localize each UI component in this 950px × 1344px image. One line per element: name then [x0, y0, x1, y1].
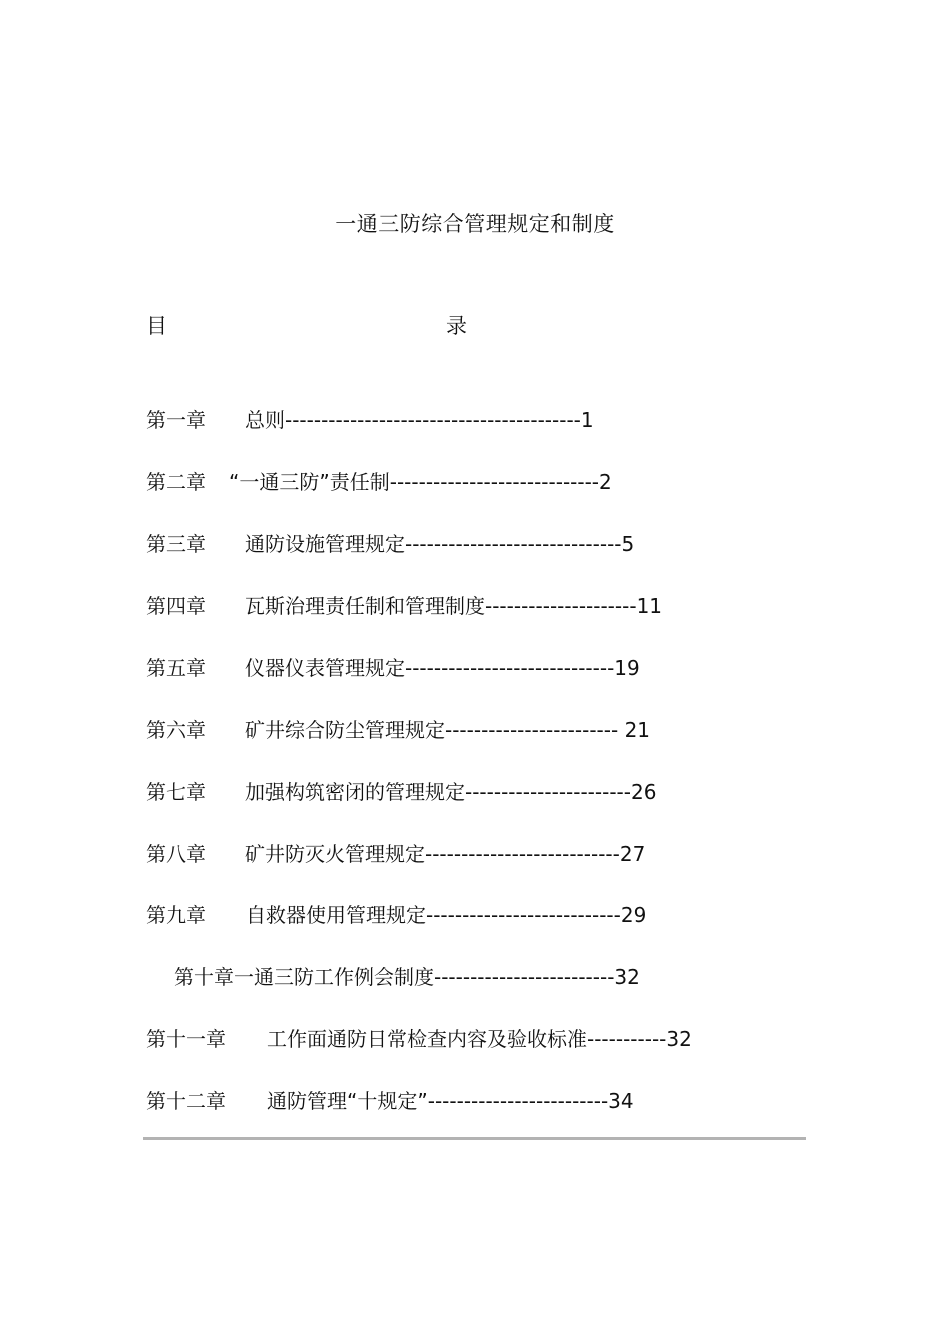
toc-leader: ------------------------ — [445, 718, 625, 742]
toc-title: 矿井防灭火管理规定 — [245, 842, 425, 866]
toc-entry-5[interactable] — [146, 653, 640, 683]
toc-entry-12[interactable] — [146, 1086, 634, 1116]
toc-page-number: 32 — [666, 1027, 692, 1051]
toc-chapter-label: 第十章 — [174, 965, 234, 989]
toc-page-number: 32 — [614, 965, 640, 989]
toc-chapter-label: 第九章 — [146, 903, 206, 927]
toc-heading-right: 录 — [446, 314, 467, 338]
toc-entry-6[interactable] — [146, 715, 651, 745]
toc-title: 一通三防工作例会制度 — [234, 965, 434, 989]
toc-page-number: 1 — [580, 408, 594, 432]
toc-title: 通防设施管理规定 — [245, 532, 405, 556]
toc-page-number: 27 — [619, 842, 646, 866]
toc-leader: ----------------------------- — [389, 470, 600, 494]
toc-leader: --------------------------- — [425, 842, 620, 866]
toc-page-number: 34 — [608, 1089, 634, 1113]
toc-leader: ------------------------- — [434, 965, 615, 989]
toc-title: 瓦斯治理责任制和管理制度 — [245, 594, 485, 618]
toc-entry-2[interactable] — [146, 467, 612, 497]
toc-chapter-label: 第六章 — [146, 718, 206, 742]
toc-chapter-label: 第五章 — [146, 656, 206, 680]
toc-title: 仪器仪表管理规定 — [245, 656, 405, 680]
toc-page-number: 21 — [624, 718, 651, 742]
toc-leader: ----------------------- — [465, 780, 631, 804]
toc-leader: --------------------------- — [426, 903, 621, 927]
toc-title: “一通三防”责任制 — [229, 470, 390, 494]
toc-entry-10[interactable] — [174, 962, 640, 992]
toc-page-number: 19 — [614, 656, 640, 680]
toc-chapter-label: 第十一章 — [146, 1027, 226, 1051]
toc-page-number: 2 — [599, 470, 612, 494]
toc-entry-7[interactable] — [146, 777, 657, 807]
toc-leader: ----------------------------- — [405, 656, 615, 680]
toc-page-number: 11 — [636, 594, 663, 618]
toc-title: 矿井综合防尘管理规定 — [245, 718, 445, 742]
toc-entry-4[interactable] — [146, 591, 663, 621]
toc-entry-8[interactable] — [146, 839, 646, 869]
horizontal-divider — [143, 1137, 806, 1140]
toc-entry-1[interactable] — [146, 405, 594, 435]
toc-title: 总则 — [245, 408, 285, 432]
toc-title: 工作面通防日常检查内容及验收标准 — [267, 1027, 587, 1051]
toc-page-number: 5 — [621, 532, 635, 556]
toc-title: 加强构筑密闭的管理规定 — [245, 780, 465, 804]
toc-chapter-label: 第一章 — [146, 408, 206, 432]
toc-heading-left: 目 — [146, 314, 167, 338]
toc-leader: ----------- — [587, 1027, 667, 1051]
toc-page-number: 26 — [631, 780, 657, 804]
toc-entry-11[interactable] — [146, 1024, 692, 1054]
toc-chapter-label: 第七章 — [146, 780, 206, 804]
toc-chapter-label: 第二章 — [146, 470, 206, 494]
document-title: 一通三防综合管理规定和制度 — [335, 212, 615, 236]
toc-page-number: 29 — [620, 903, 647, 927]
toc-chapter-label: 第十二章 — [146, 1089, 226, 1113]
toc-leader: ------------------------------ — [405, 532, 622, 556]
toc-heading — [146, 310, 476, 340]
toc-leader: ------------------------- — [427, 1089, 609, 1113]
toc-title: 自救器使用管理规定 — [246, 903, 426, 927]
toc-chapter-label: 第八章 — [146, 842, 206, 866]
toc-leader: ----------------------------------------- — [285, 408, 581, 432]
toc-chapter-label: 第三章 — [146, 532, 206, 556]
toc-entry-9[interactable] — [146, 900, 647, 930]
toc-chapter-label: 第四章 — [146, 594, 206, 618]
toc-entry-3[interactable] — [146, 529, 635, 559]
toc-title: 通防管理“十规定” — [267, 1089, 428, 1113]
toc-leader: --------------------- — [485, 594, 637, 618]
